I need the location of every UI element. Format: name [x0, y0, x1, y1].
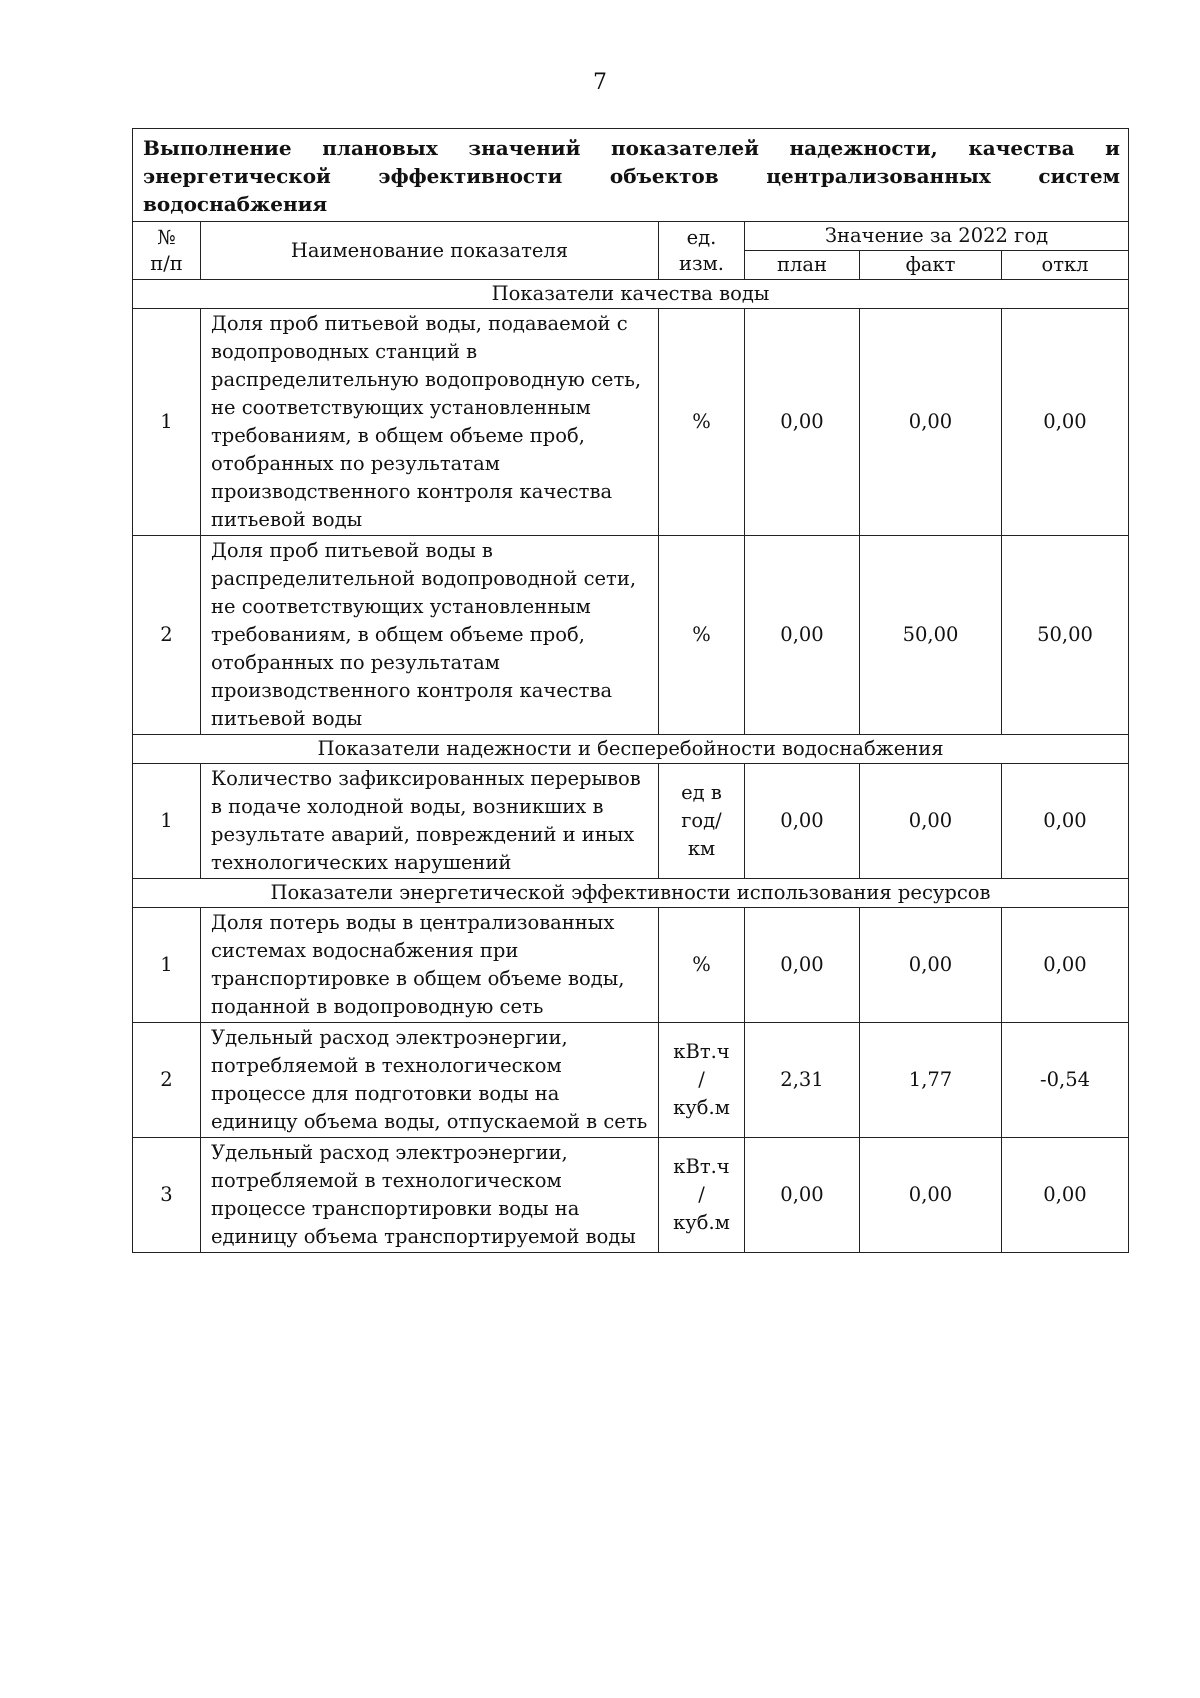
unit-cell [659, 1138, 745, 1253]
header-deviation: откл [1002, 251, 1129, 280]
deviation-value: 0,00 [1002, 1138, 1129, 1253]
plan-value: 0,00 [745, 309, 860, 536]
plan-value: 2,31 [745, 1023, 860, 1138]
unit-line: км [687, 837, 716, 860]
row-number: 2 [133, 1023, 201, 1138]
unit-cell [659, 764, 745, 879]
row-number: 1 [133, 908, 201, 1023]
indicator-name: Удельный расход электроэнергии, потребляемой в технологическом процессе для подготовки воды на единицу объема воды, отпускаемой в сеть [201, 1023, 659, 1138]
page-number: 7 [593, 70, 607, 95]
indicator-name: Удельный расход электроэнергии, потребляемой в технологическом процессе транспортировки воды на единицу объема транспортируемой воды [201, 1138, 659, 1253]
indicator-name: Доля проб питьевой воды в распределительной водопроводной сети, не соответствующих установленным требованиям, в общем объеме проб, отобранных по результатам производственного контроля качества питьевой воды [201, 536, 659, 735]
plan-value: 0,00 [745, 1138, 860, 1253]
unit-cell [659, 908, 745, 1023]
plan-value: 0,00 [745, 908, 860, 1023]
fact-value: 0,00 [860, 764, 1002, 879]
indicator-name: Доля потерь воды в централизованных системах водоснабжения при транспортировке в общем объеме воды, поданной в водопроводную сеть [201, 908, 659, 1023]
unit-line: куб.м [673, 1211, 730, 1234]
unit-line: кВт.ч [673, 1155, 730, 1178]
header-name: Наименование показателя [201, 222, 659, 280]
section-row [133, 879, 1129, 908]
unit-line: / [698, 1068, 705, 1091]
unit-line: % [692, 410, 711, 433]
row-number: 2 [133, 536, 201, 735]
fact-value: 50,00 [860, 536, 1002, 735]
section-title: Показатели качества воды [133, 280, 1129, 309]
table-row [133, 1138, 1129, 1253]
table-row [133, 1023, 1129, 1138]
fact-value: 1,77 [860, 1023, 1002, 1138]
unit-line: ед в [681, 781, 722, 804]
table-row [133, 309, 1129, 536]
fact-value: 0,00 [860, 908, 1002, 1023]
deviation-value: -0,54 [1002, 1023, 1129, 1138]
unit-line: / [698, 1183, 705, 1206]
header-unit-line1: ед. [686, 225, 717, 249]
header-plan: план [745, 251, 860, 280]
table-title: Выполнение плановых значений показателей надежности, качества и энергетической эффективности объектов централизованных систем водоснабжения [133, 129, 1129, 222]
header-value-group: Значение за 2022 год [745, 222, 1129, 251]
table-body [133, 129, 1129, 1253]
unit-line: год/ [681, 809, 722, 832]
unit-cell [659, 1023, 745, 1138]
deviation-value: 0,00 [1002, 764, 1129, 879]
plan-value: 0,00 [745, 764, 860, 879]
deviation-value: 0,00 [1002, 309, 1129, 536]
header-unit [659, 222, 745, 280]
indicator-name: Количество зафиксированных перерывов в подаче холодной воды, возникших в результате аварий, повреждений и иных технологических нарушений [201, 764, 659, 879]
fact-value: 0,00 [860, 309, 1002, 536]
deviation-value: 0,00 [1002, 908, 1129, 1023]
table-row [133, 764, 1129, 879]
row-number: 3 [133, 1138, 201, 1253]
table-title-row [133, 129, 1129, 222]
row-number: 1 [133, 309, 201, 536]
indicator-name: Доля проб питьевой воды, подаваемой с водопроводных станций в распределительную водопроводную сеть, не соответствующих установленным требованиям, в общем объеме проб, отобранных по результатам производственного контроля качества питьевой воды [201, 309, 659, 536]
deviation-value: 50,00 [1002, 536, 1129, 735]
header-fact: факт [860, 251, 1002, 280]
unit-line: % [692, 953, 711, 976]
unit-line: % [692, 623, 711, 646]
section-row [133, 280, 1129, 309]
unit-cell [659, 536, 745, 735]
header-row-1 [133, 222, 1129, 251]
plan-value: 0,00 [745, 536, 860, 735]
fact-value: 0,00 [860, 1138, 1002, 1253]
section-title: Показатели энергетической эффективности использования ресурсов [133, 879, 1129, 908]
header-number-line1: № [157, 225, 176, 249]
header-unit-line2: изм. [679, 251, 724, 275]
unit-line: куб.м [673, 1096, 730, 1119]
row-number: 1 [133, 764, 201, 879]
header-number [133, 222, 201, 280]
indicators-table [132, 128, 1129, 1253]
table-row [133, 536, 1129, 735]
unit-line: кВт.ч [673, 1040, 730, 1063]
header-number-line2: п/п [150, 251, 183, 275]
unit-cell [659, 309, 745, 536]
section-row [133, 735, 1129, 764]
section-title: Показатели надежности и бесперебойности водоснабжения [133, 735, 1129, 764]
table-row [133, 908, 1129, 1023]
